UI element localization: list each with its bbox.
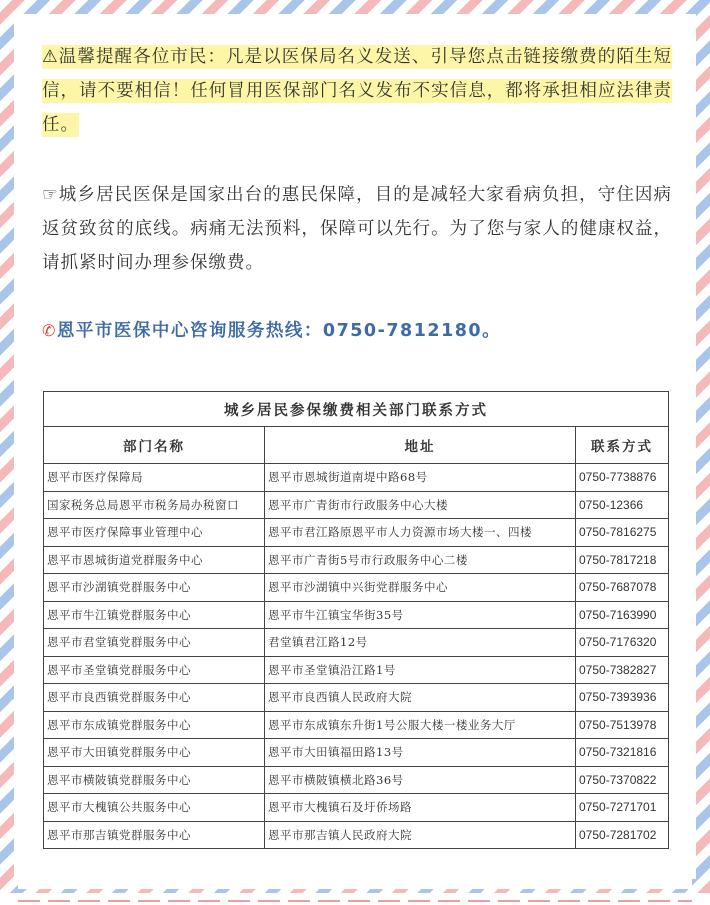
header-contact: 联系方式 (576, 427, 669, 464)
warning-triangle-icon: ⚠ (42, 47, 59, 67)
header-address: 地址 (265, 427, 576, 464)
cell-department: 恩平市东成镇党群服务中心 (44, 711, 265, 739)
cell-address: 恩平市良西镇人民政府大院 (265, 684, 576, 712)
table-row (44, 574, 669, 602)
table-row (44, 684, 669, 712)
fraud-warning-paragraph (42, 40, 672, 142)
cell-phone: 0750-7271701 (576, 794, 669, 822)
cell-phone: 0750-7281702 (576, 821, 669, 849)
header-department: 部门名称 (44, 427, 265, 464)
table-row (44, 464, 669, 492)
hotline-paragraph (42, 314, 672, 348)
hotline-text: 恩平市医保中心咨询服务热线：0750-7812180。 (56, 321, 502, 341)
cell-department: 恩平市恩城街道党群服务中心 (44, 546, 265, 574)
table-row (44, 766, 669, 794)
cell-phone: 0750-7816275 (576, 519, 669, 547)
cell-address: 恩平市东成镇东升街1号公服大楼一楼业务大厅 (265, 711, 576, 739)
cell-address: 恩平市牛江镇宝华街35号 (265, 601, 576, 629)
table-row (44, 546, 669, 574)
cell-address: 恩平市广青街5号市行政服务中心二楼 (265, 546, 576, 574)
cell-phone: 0750-7738876 (576, 464, 669, 492)
phone-icon: ✆ (42, 321, 57, 340)
cell-department: 恩平市沙湖镇党群服务中心 (44, 574, 265, 602)
table-body (44, 464, 669, 849)
cell-phone: 0750-7393936 (576, 684, 669, 712)
table-row (44, 794, 669, 822)
table-row (44, 491, 669, 519)
table-row (44, 821, 669, 849)
table-row (44, 711, 669, 739)
table-row (44, 629, 669, 657)
cell-address: 恩平市大槐镇石及圩侨场路 (265, 794, 576, 822)
cell-department: 恩平市医疗保障局 (44, 464, 265, 492)
cell-department: 恩平市大槐镇公共服务中心 (44, 794, 265, 822)
cell-department: 恩平市圣堂镇党群服务中心 (44, 656, 265, 684)
pointing-hand-icon: ☞ (42, 185, 59, 205)
cell-address: 恩平市君江路原恩平市人力资源市场大楼一、四楼 (265, 519, 576, 547)
table-row (44, 656, 669, 684)
insurance-intro-text: 城乡居民医保是国家出台的惠民保障，目的是减轻大家看病负担，守住因病返贫致贫的底线。病痛无法预料，保障可以先行。为了您与家人的健康权益，请抓紧时间办理参保缴费。 (42, 185, 672, 273)
cell-address: 恩平市沙湖镇中兴街党群服务中心 (265, 574, 576, 602)
cell-phone: 0750-7370822 (576, 766, 669, 794)
cell-address: 君堂镇君江路12号 (265, 629, 576, 657)
cell-phone: 0750-7176320 (576, 629, 669, 657)
cell-department: 国家税务总局恩平市税务局办税窗口 (44, 491, 265, 519)
insurance-intro-paragraph (42, 178, 672, 280)
cell-address: 恩平市恩城街道南堤中路68号 (265, 464, 576, 492)
cell-department: 恩平市良西镇党群服务中心 (44, 684, 265, 712)
cell-department: 恩平市牛江镇党群服务中心 (44, 601, 265, 629)
bottom-dashed-rule (18, 900, 692, 902)
cell-department: 恩平市君堂镇党群服务中心 (44, 629, 265, 657)
cell-phone: 0750-7817218 (576, 546, 669, 574)
fraud-warning-text: 温馨提醒各位市民：凡是以医保局名义发送、引导您点击链接缴费的陌生短信，请不要相信！任何冒用医保部门名义发布不实信息，都将承担相应法律责任。 (42, 47, 672, 135)
cell-phone: 0750-7163990 (576, 601, 669, 629)
contact-table (43, 391, 669, 849)
table-row (44, 601, 669, 629)
cell-phone: 0750-7321816 (576, 739, 669, 767)
cell-department: 恩平市横陂镇党群服务中心 (44, 766, 265, 794)
cell-address: 恩平市大田镇福田路13号 (265, 739, 576, 767)
cell-department: 恩平市那吉镇党群服务中心 (44, 821, 265, 849)
cell-department: 恩平市医疗保障事业管理中心 (44, 519, 265, 547)
cell-address: 恩平市那吉镇人民政府大院 (265, 821, 576, 849)
table-row (44, 739, 669, 767)
cell-address: 恩平市横陂镇横北路36号 (265, 766, 576, 794)
table-header-row (44, 427, 669, 464)
cell-phone: 0750-12366 (576, 491, 669, 519)
cell-address: 恩平市圣堂镇沿江路1号 (265, 656, 576, 684)
cell-department: 恩平市大田镇党群服务中心 (44, 739, 265, 767)
cell-phone: 0750-7382827 (576, 656, 669, 684)
table-title: 城乡居民参保缴费相关部门联系方式 (44, 392, 669, 427)
table-row (44, 519, 669, 547)
cell-phone: 0750-7687078 (576, 574, 669, 602)
cell-phone: 0750-7513978 (576, 711, 669, 739)
cell-address: 恩平市广青街市行政服务中心大楼 (265, 491, 576, 519)
